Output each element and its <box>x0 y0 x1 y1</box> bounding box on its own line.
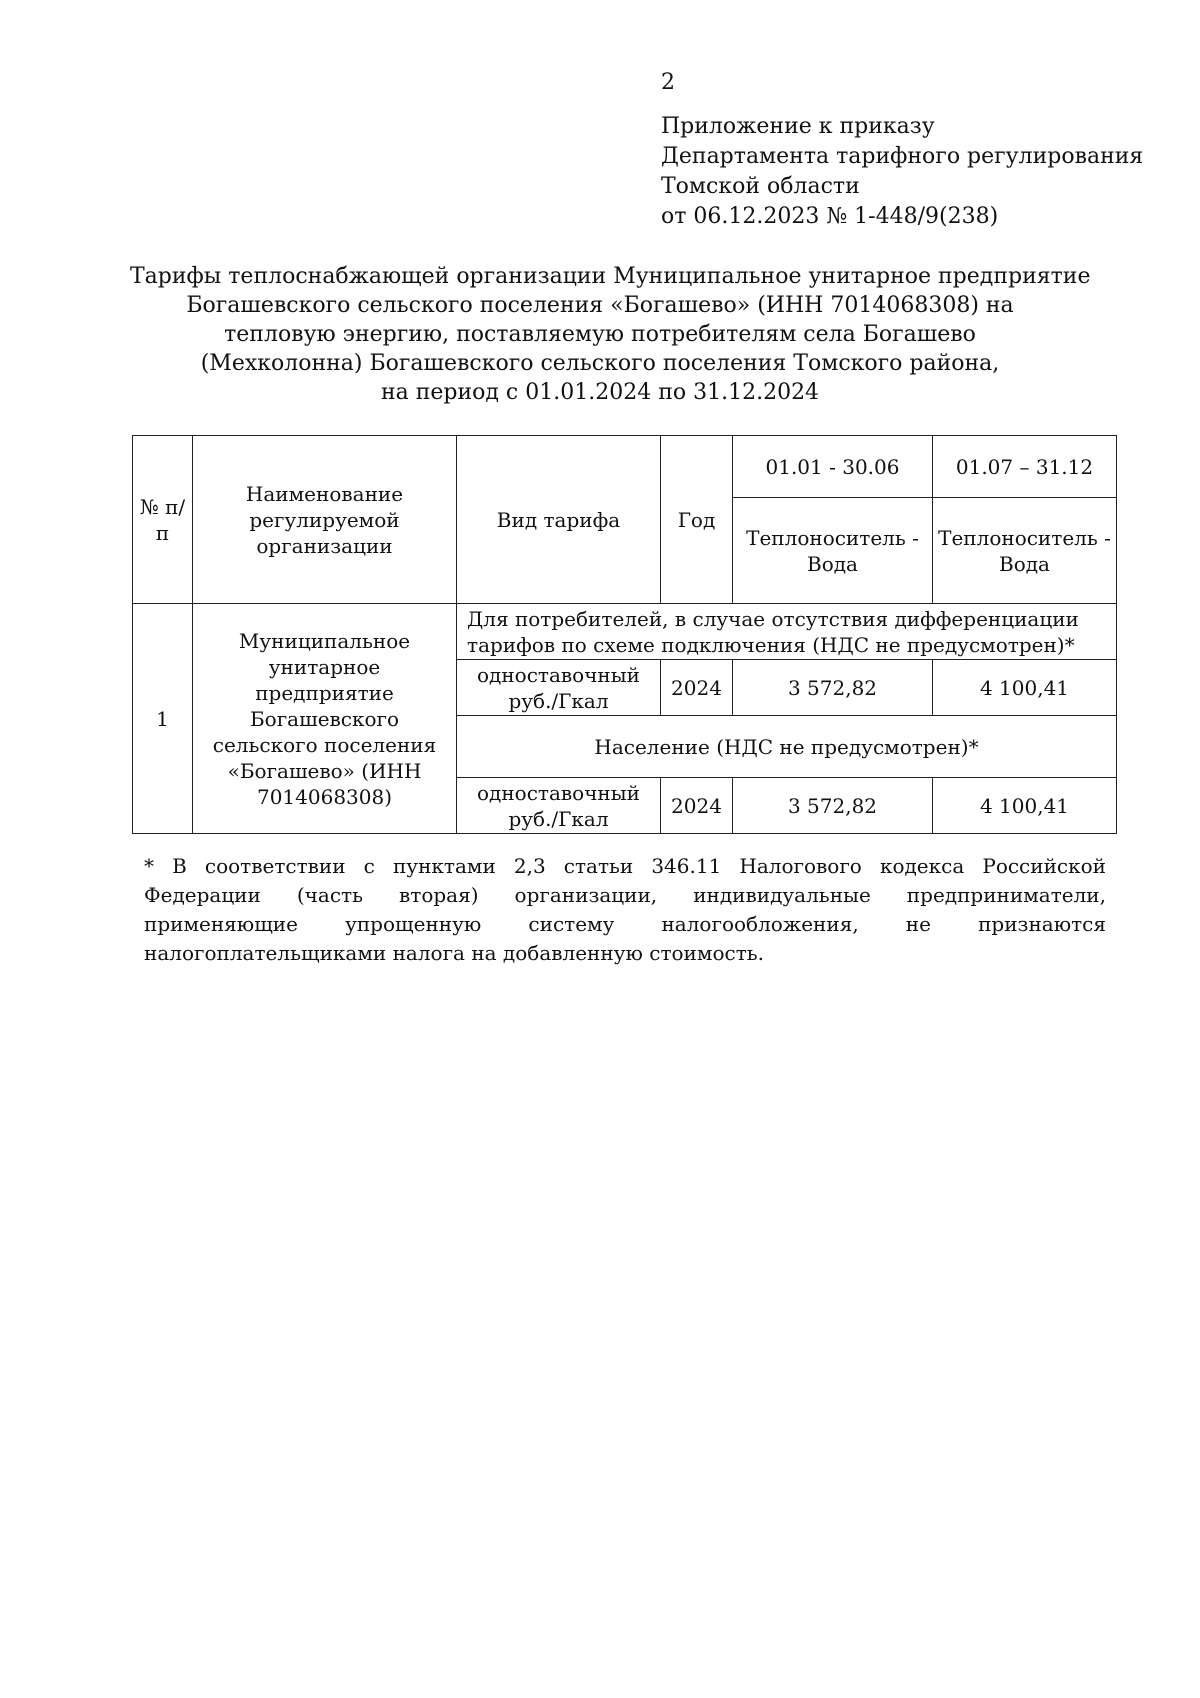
header-year: Год <box>661 436 733 604</box>
document-title <box>130 262 1091 407</box>
appendix-reference <box>661 112 1143 232</box>
table-row <box>133 604 1117 660</box>
title-line: тепловую энергию, поставляемую потребителям села Богашево <box>224 322 976 347</box>
title-line: Богашевского сельского поселения «Богашево» (ИНН 7014068308) на <box>186 293 1014 318</box>
title-line: (Мехколонна) Богашевского сельского поселения Томского района, <box>200 351 1000 376</box>
category-label: Для потребителей, в случае отсутствия дифференциации тарифов по схеме подключения (НДС не предусмотрен)* <box>457 604 1117 660</box>
row-number: 1 <box>133 604 193 834</box>
tariff-value-cell: 4 100,41 <box>933 778 1117 834</box>
appendix-line: Томской области <box>661 174 860 199</box>
header-carrier-1: Теплоноситель - Вода <box>733 498 933 604</box>
footnote: * В соответствии с пунктами 2,3 статьи 346.11 Налогового кодекса Российской Федерации (часть вторая) организации, индивидуальные предприниматели, применяющие упрощенную систему налогообложения, не признаются налогоплательщиками налога на добавленную стоимость. <box>144 854 1106 965</box>
tariff-value-cell: 4 100,41 <box>933 660 1117 716</box>
tariff-value-cell: 3 572,82 <box>733 660 933 716</box>
appendix-order-line: от 06.12.2023 № 1-448/9(238) <box>661 204 999 229</box>
appendix-line: Департамента тарифного регулирования <box>661 144 1144 169</box>
tariff-type-cell: одноставочный руб./Гкал <box>457 660 661 716</box>
header-period-2: 01.07 – 31.12 <box>933 436 1117 498</box>
table-header-row <box>133 436 1117 498</box>
tariff-type-cell: одноставочный руб./Гкал <box>457 778 661 834</box>
year-cell: 2024 <box>661 778 733 834</box>
header-period-1: 01.01 - 30.06 <box>733 436 933 498</box>
appendix-line: Приложение к приказу <box>661 114 935 139</box>
tariff-table <box>132 435 1117 834</box>
category-label: Население (НДС не предусмотрен)* <box>457 716 1117 778</box>
organization-name: Муниципальное унитарное предприятие Богашевского сельского поселения «Богашево» (ИНН 7014068308) <box>193 604 457 834</box>
header-carrier-2: Теплоноситель - Вода <box>933 498 1117 604</box>
header-organization: Наименование регулируемой организации <box>193 436 457 604</box>
tariff-value-cell: 3 572,82 <box>733 778 933 834</box>
page-number: 2 <box>661 70 675 95</box>
header-tariff-type: Вид тарифа <box>457 436 661 604</box>
title-line: на период с 01.01.2024 по 31.12.2024 <box>380 380 820 405</box>
title-line: Тарифы теплоснабжающей организации Муниципальное унитарное предприятие <box>130 264 1091 289</box>
year-cell: 2024 <box>661 660 733 716</box>
header-num: № п/п <box>133 436 193 604</box>
